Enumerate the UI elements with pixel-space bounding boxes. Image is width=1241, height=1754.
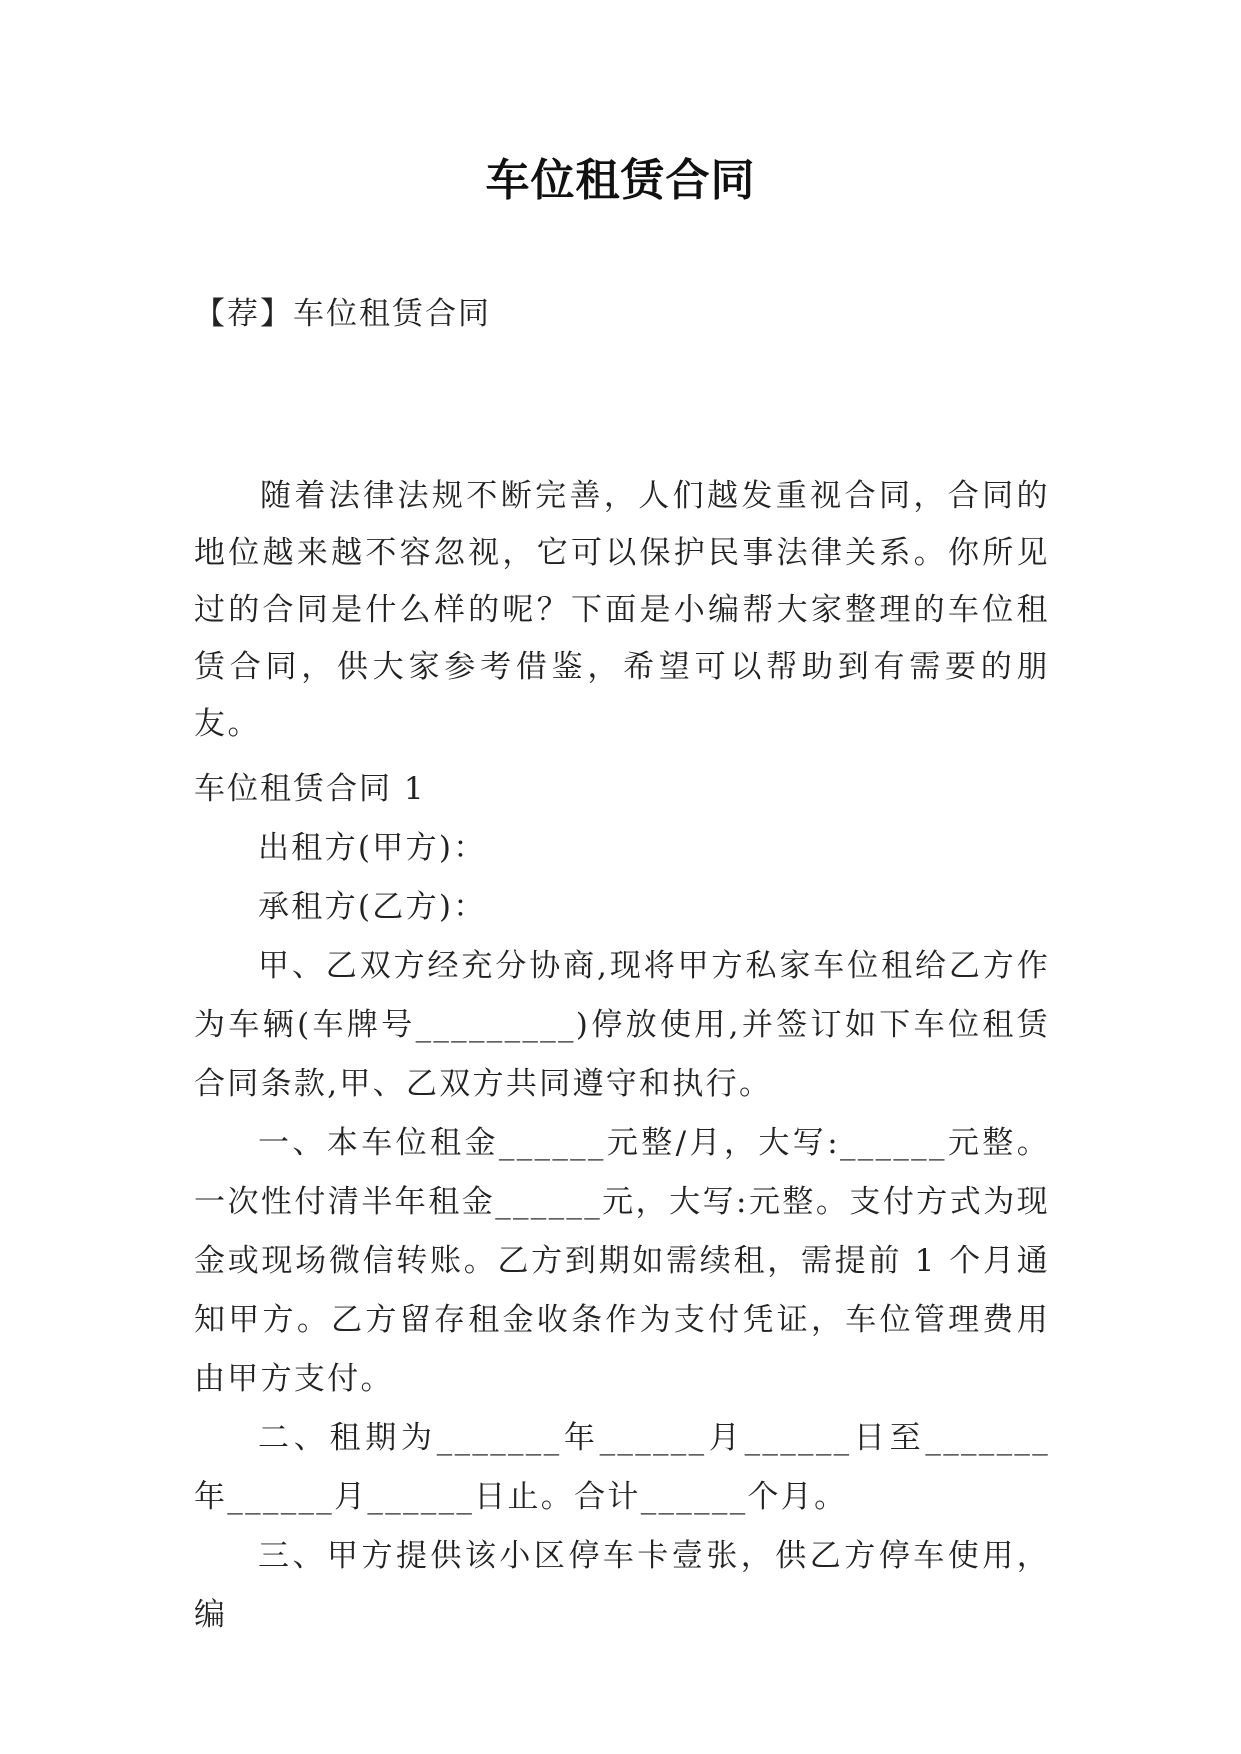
document-title: 车位租赁合同 bbox=[485, 155, 756, 206]
clause-rent: 一、本车位租金______元整/月，大写:______元整。一次性付清半年租金______元，大写:元整。支付方式为现金或现场微信转账。乙方到期如需续租，需提前 1 个月通知甲方。乙方留存租金收条作为支付凭证，车位管理费用由甲方支付。 bbox=[194, 1125, 1050, 1397]
lessor-line: 出租方(甲方)： bbox=[258, 830, 487, 866]
lessee-line: 承租方(乙方)： bbox=[258, 889, 487, 925]
document-subtitle: 【荐】车位租赁合同 bbox=[194, 296, 491, 332]
clause-parking-card: 三、甲方提供该小区停车卡壹张，供乙方停车使用，编 bbox=[194, 1538, 1050, 1633]
contract-section-1 bbox=[194, 760, 1050, 1645]
clause-term: 二、租期为_______年______月______日至_______年______月______日止。合计______个月。 bbox=[194, 1420, 1050, 1515]
section-title: 车位租赁合同 1 bbox=[194, 771, 426, 807]
intro-paragraph: 随着法律法规不断完善，人们越发重视合同，合同的地位越来越不容忽视，它可以保护民事法律关系。你所见过的合同是什么样的呢？下面是小编帮大家整理的车位租赁合同，供大家参考借鉴，希望可以帮助到有需要的朋友。 bbox=[194, 478, 1050, 742]
agreement-paragraph: 甲、乙双方经充分协商,现将甲方私家车位租给乙方作为车辆(车牌号_________)停放使用,并签订如下车位租赁合同条款,甲、乙双方共同遵守和执行。 bbox=[194, 948, 1050, 1102]
